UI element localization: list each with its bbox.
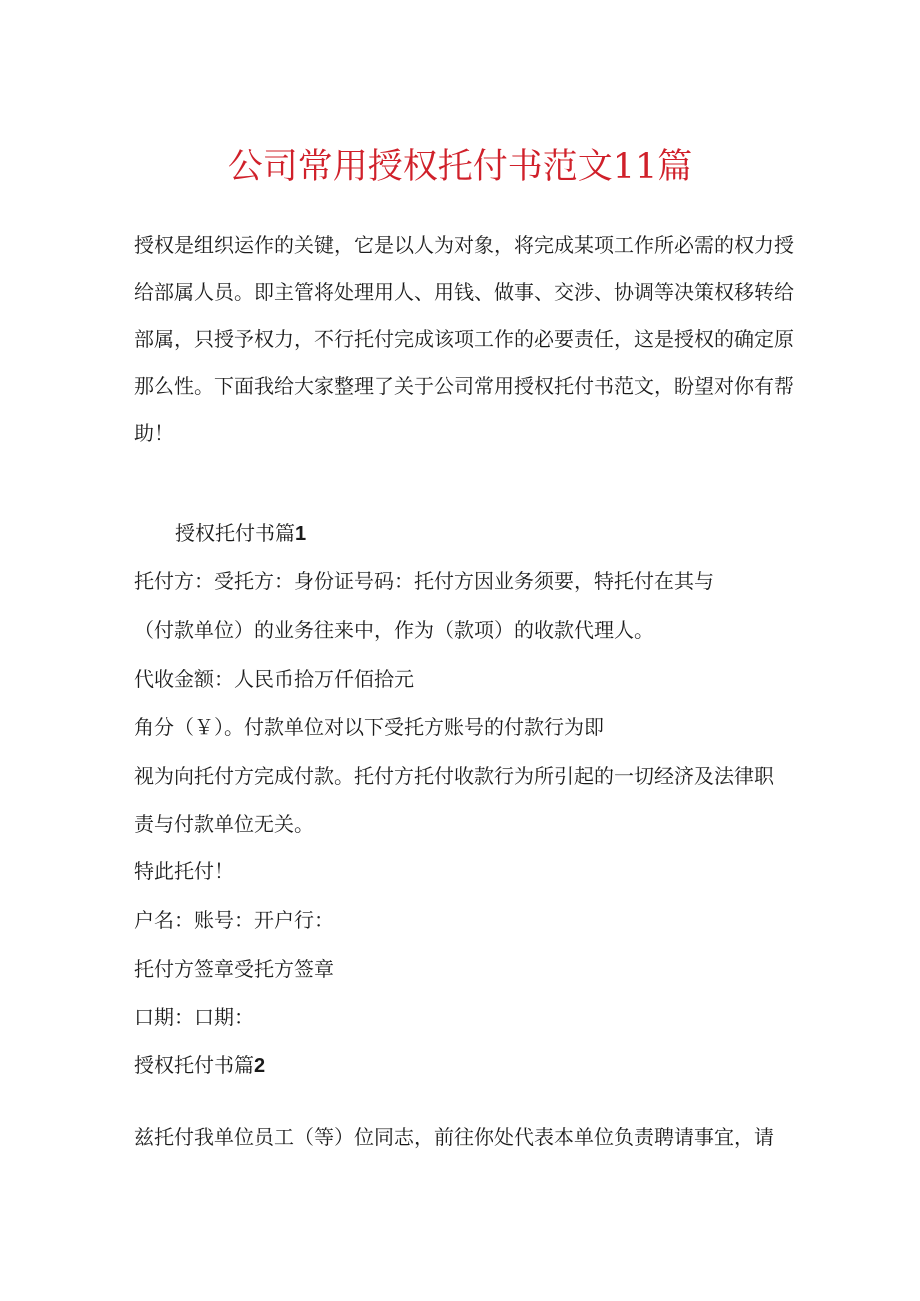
section-1-line: 特此托付！ xyxy=(134,859,234,883)
section-2-heading-number: 2 xyxy=(254,1055,266,1077)
intro-paragraph: 授权是组织运作的关键，它是以人为对象，将完成某项工作所必需的权力授给部属人员。即主管将处理用人、用钱、做事、交涉、协调等决策权移转给部属，只授予权力，不行托付完成该项工作的必要责任，这是授权的确定原那么性。下面我给大家整理了关于公司常用授权托付书范文，盼望对你有帮助！ xyxy=(134,233,794,445)
section-2-heading-text: 授权托付书篇 xyxy=(134,1053,254,1077)
section-1-line: 托付方：受托方：身份证号码：托付方因业务须要，特托付在其与 xyxy=(134,569,714,593)
section-2-heading xyxy=(134,1050,265,1081)
section-1-line: 责与付款单位无关。 xyxy=(134,812,314,836)
section-1-heading-text: 授权托付书篇 xyxy=(175,521,295,545)
section-1-heading xyxy=(175,518,306,549)
section-1-line: 代收金额：人民币拾万仟佰拾元 xyxy=(134,667,414,691)
section-1-line: 视为向托付方完成付款。托付方托付收款行为所引起的一切经济及法律职 xyxy=(134,764,774,788)
section-1-line: （付款单位）的业务往来中，作为（款项）的收款代理人。 xyxy=(134,618,654,642)
section-1-heading-number: 1 xyxy=(295,523,307,545)
section-1-line: 托付方签章受托方签章 xyxy=(134,957,334,981)
section-1-line: 口期：口期： xyxy=(134,1005,254,1029)
section-2-line: 兹托付我单位员工（等）位同志，前往你处代表本单位负责聘请事宜，请 xyxy=(134,1125,774,1149)
section-1-line: 角分（￥）。付款单位对以下受托方账号的付款行为即 xyxy=(134,715,604,739)
section-1-line: 户名：账号：开户行： xyxy=(134,908,334,932)
document-title: 公司常用授权托付书范文11篇 xyxy=(227,147,693,187)
